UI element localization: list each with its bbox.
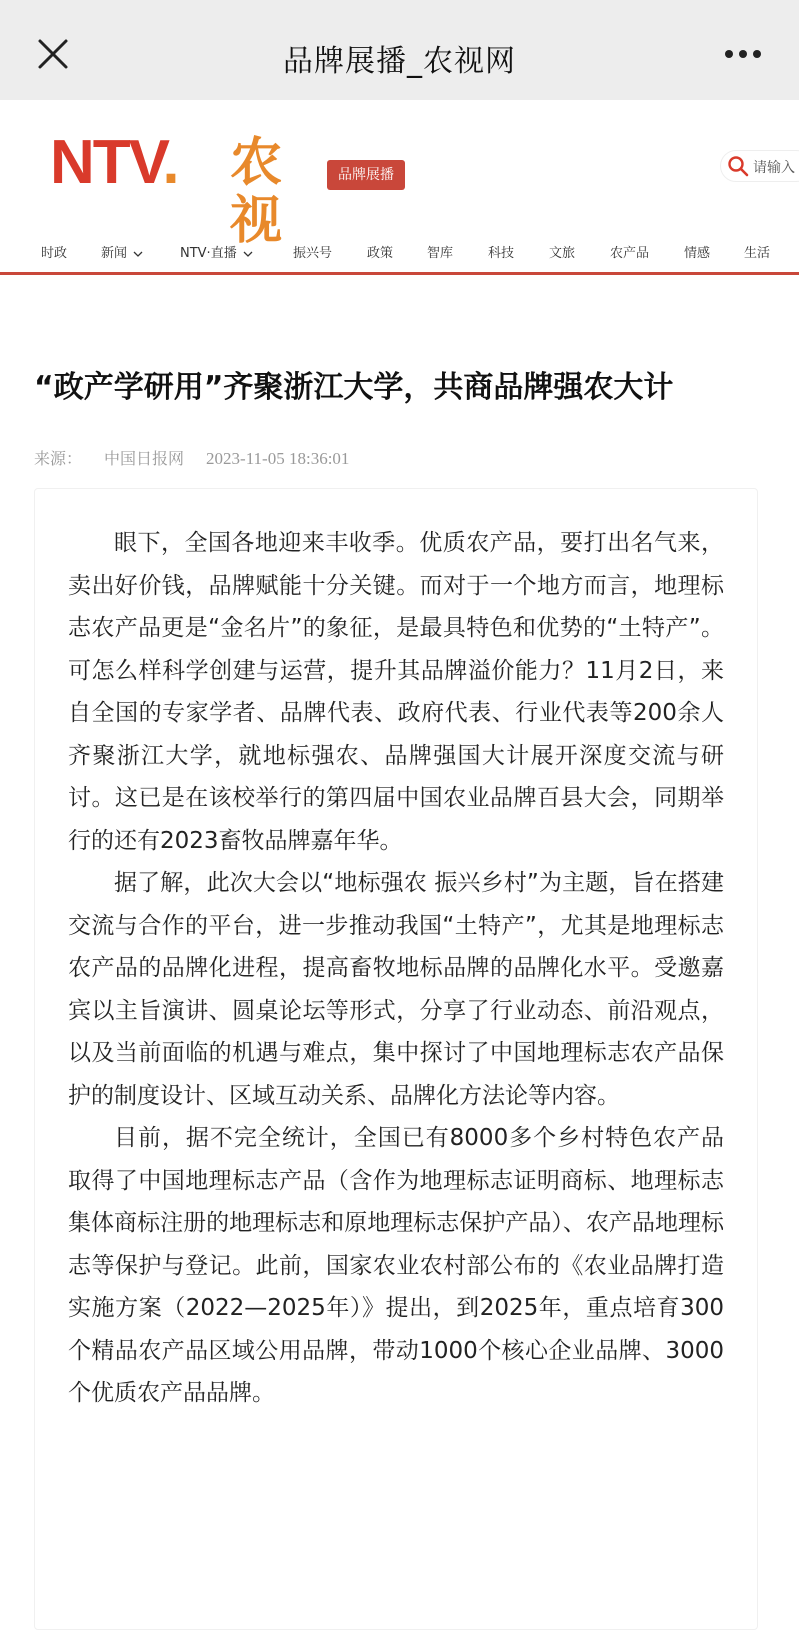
article-body — [68, 522, 724, 1415]
ntv-logo[interactable] — [50, 128, 320, 251]
article-paragraph: 目前，据不完全统计，全国已有8000多个乡村特色农产品取得了中国地理标志产品（含作为地理标志证明商标、地理标志集体商标注册的地理标志和原地理标志保护产品）、农产品地理标志等保护与登记。此前，国家农业农村部公布的《农业品牌打造实施方案（2022—2025年）》提出，到2025年，重点培育300个精品农产品区域公用品牌，带动1000个核心企业品牌、3000个优质农产品品牌。 — [68, 1125, 724, 1406]
search-box[interactable] — [720, 150, 799, 182]
nav-item-label: 新闻 — [101, 246, 128, 261]
main-nav — [0, 236, 799, 272]
source-name[interactable]: 中国日报网 — [104, 449, 185, 468]
nav-item-life[interactable]: 生活 — [744, 246, 771, 261]
article-paragraph: 据了解，此次大会以“地标强农 振兴乡村”为主题，旨在搭建交流与合作的平台，进一步推动我国“土特产”，尤其是地理标志农产品的品牌化进程，提高畜牧地标品牌的品牌化水平。受邀嘉宾以主旨演讲、圆桌论坛等形式，分享了行业动态、前沿观点，以及当前面临的机遇与难点，集中探讨了中国地理标志农产品保护的制度设计、区域互动关系、品牌化方法论等内容。 — [68, 870, 724, 1109]
nav-item-emotion[interactable]: 情感 — [684, 246, 711, 261]
nav-item-news[interactable] — [101, 242, 143, 261]
nav-item-tech[interactable]: 科技 — [488, 246, 515, 261]
logo-cn-text: 农视 — [230, 133, 283, 251]
nav-item-thinktank[interactable]: 智库 — [427, 246, 454, 261]
nav-item-policy[interactable]: 政策 — [367, 246, 394, 261]
search-icon[interactable] — [727, 155, 749, 177]
source-label: 来源： — [34, 449, 83, 468]
section-badge: 品牌展播 — [327, 160, 405, 190]
logo-ntv-text: NTV — [50, 128, 163, 197]
article-paragraph: 眼下，全国各地迎来丰收季。优质农产品，要打出名气来，卖出好价钱，品牌赋能十分关键。而对于一个地方而言，地理标志农产品更是“金名片”的象征，是最具特色和优势的“土特产”。可怎么样科学创建与运营，提升其品牌溢价能力？11月2日，来自全国的专家学者、品牌代表、政府代表、行业代表等200余人齐聚浙江大学，就地标强农、品牌强国大计展开深度交流与研讨。这已是在该校举行的第四届中国农业品牌百县大会，同期举行的还有2023畜牧品牌嘉年华。 — [68, 530, 724, 854]
nav-item-politics[interactable]: 时政 — [41, 246, 68, 261]
article-title: “政产学研用”齐聚浙江大学，共商品牌强农大计 — [34, 370, 674, 405]
article-meta — [34, 446, 371, 469]
nav-item-label: NTV·直播 — [180, 246, 237, 261]
nav-divider — [0, 272, 799, 275]
more-icon[interactable] — [723, 48, 763, 60]
page-title: 品牌展播_农视网 — [283, 44, 516, 79]
nav-item-agri-products[interactable]: 农产品 — [610, 246, 650, 261]
nav-item-zhenxing[interactable]: 振兴号 — [293, 246, 333, 261]
nav-item-culture-tourism[interactable]: 文旅 — [549, 246, 576, 261]
top-bar — [0, 0, 799, 100]
nav-item-live[interactable] — [180, 242, 253, 261]
logo-dot: . — [162, 128, 178, 197]
chevron-down-icon — [243, 249, 253, 259]
publish-time: 2023-11-05 18:36:01 — [206, 449, 350, 468]
chevron-down-icon — [133, 249, 143, 259]
search-input[interactable]: 请输入 — [753, 160, 795, 176]
